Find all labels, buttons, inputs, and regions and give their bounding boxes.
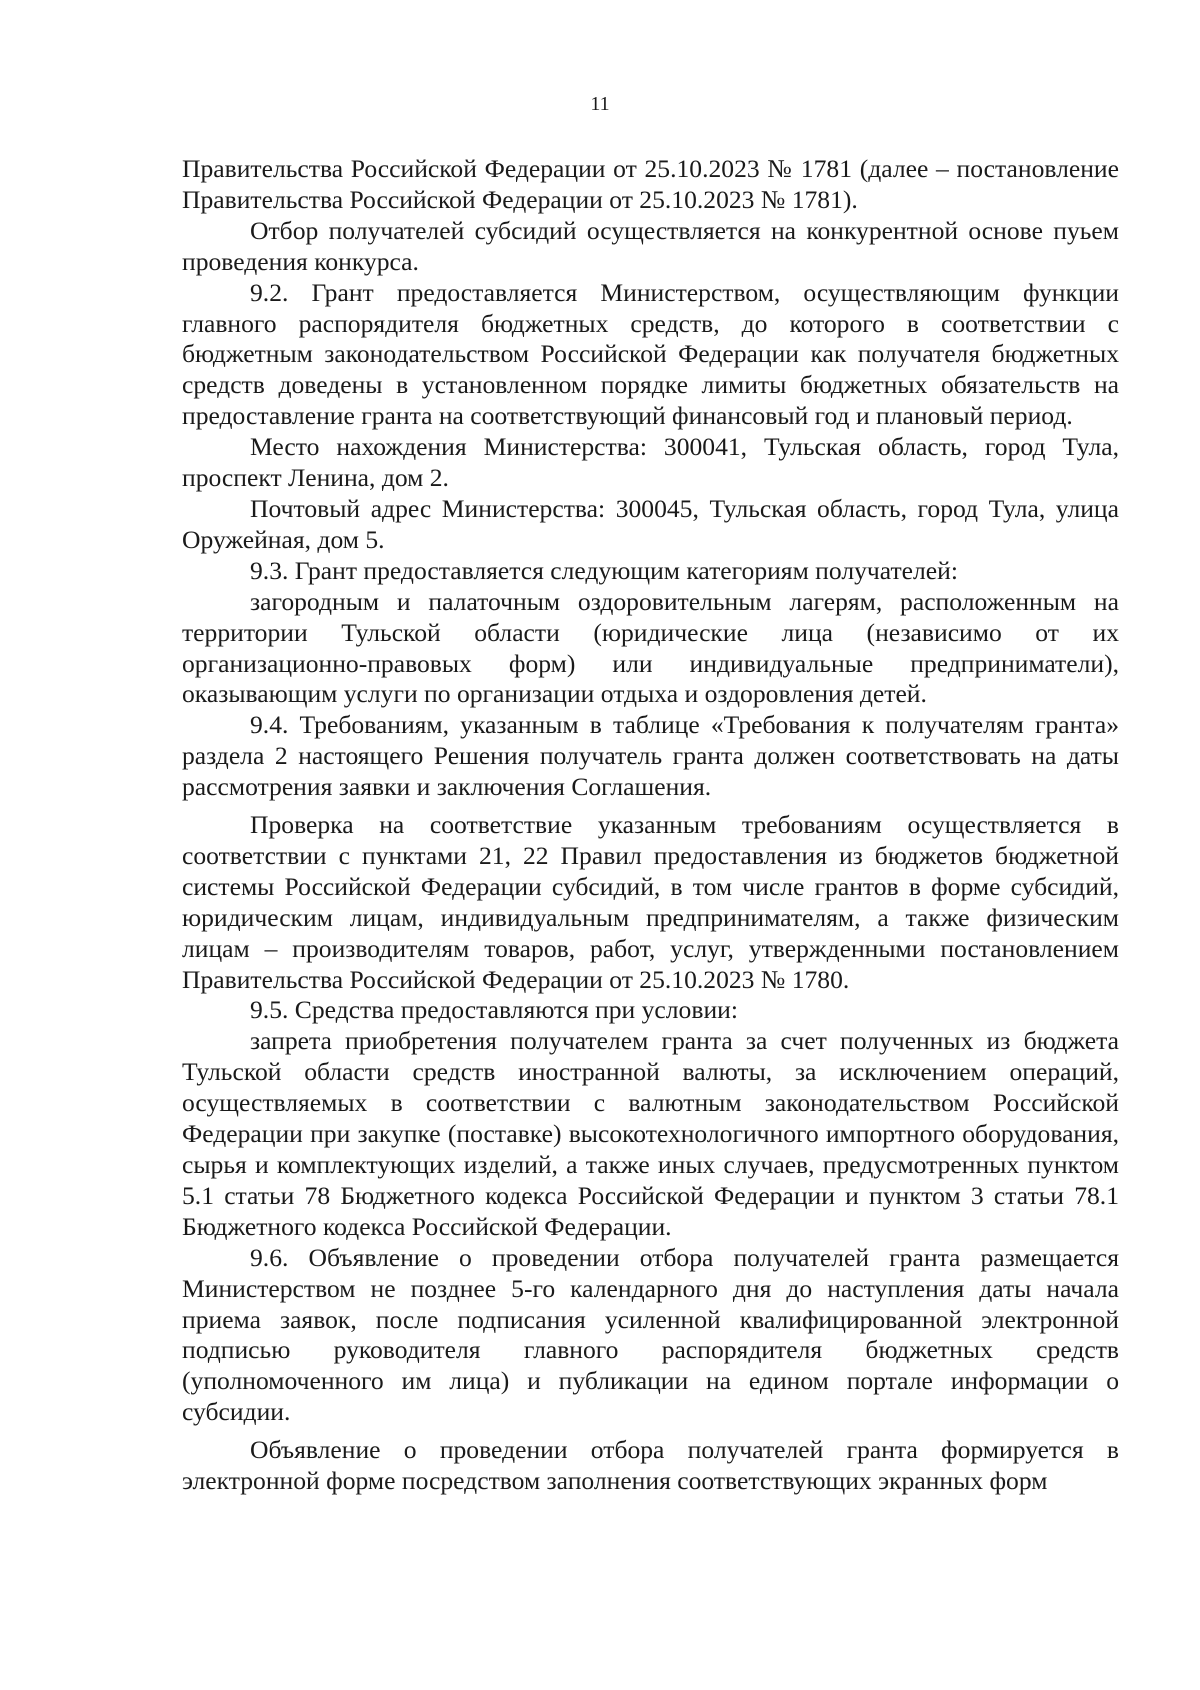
paragraph-selection-basis: Отбор получателей субсидий осуществляется на конкурентной основе пуьем проведения конкурса.	[182, 215, 1119, 276]
paragraph-9-2: 9.2. Грант предоставляется Министерством, осуществляющим функции главного распорядителя бюджетных средств, до которого в соответствии с бюджетным законодательством Российской Федерации как получателя бюджетных средств доведены в установленном порядке лимиты бюджетных обязательств на предоставление гранта на соответствующий финансовый год и плановый период.	[182, 277, 1119, 431]
paragraph-compliance-check: Проверка на соответствие указанным требованиям осуществляется в соответствии с пунктами 21, 22 Правил предоставления из бюджетов бюджетной системы Российской Федерации субсидий, в том числе грантов в форме субсидий, юридическим лицам, индивидуальным предпринимателям, а также физическим лицам – производителям товаров, работ, услуг, утвержденными постановлением Правительства Российской Федерации от 25.10.2023 № 1780.	[182, 810, 1119, 994]
page-number: 11	[590, 93, 610, 115]
paragraph-9-6: 9.6. Объявление о проведении отбора получателей гранта размещается Министерством не позднее 5-го календарного дня до наступления даты начала приема заявок, после подписания усиленной квалифицированной электронной подписью руководителя главного распорядителя бюджетных средств (уполномоченного им лица) и публикации на едином портале информации о субсидии.	[182, 1242, 1119, 1427]
paragraph-ministry-postal-address: Почтовый адрес Министерства: 300045, Тульская область, город Тула, улица Оружейная, дом 5.	[182, 493, 1119, 554]
paragraph-currency-prohibition: запрета приобретения получателем гранта за счет полученных из бюджета Тульской области средств иностранной валюты, за исключением операций, осуществляемых в соответствии с валютным законодательством Российской Федерации при закупке (поставке) высокотехнологичного импортного оборудования, сырья и комплектующих изделий, а также иных случаев, предусмотренных пунктом 5.1 статьи 78 Бюджетного кодекса Российской Федерации и пунктом 3 статьи 78.1 Бюджетного кодекса Российской Федерации.	[182, 1026, 1119, 1241]
paragraph-9-3: 9.3. Грант предоставляется следующим категориям получателей:	[250, 555, 958, 585]
paragraph-recipient-categories: загородным и палаточным оздоровительным лагерям, расположенным на территории Тульской области (юридические лица (независимо от их организационно-правовых форм) или индивидуальные предприниматели), оказывающим услуги по организации отдыха и оздоровления детей.	[182, 586, 1119, 709]
paragraph-intro-continuation: Правительства Российской Федерации от 25.10.2023 № 1781 (далее – постановление Правительства Российской Федерации от 25.10.2023 № 1781).	[182, 154, 1119, 214]
paragraph-ministry-location: Место нахождения Министерства: 300041, Тульская область, город Тула, проспект Ленина, дом 2.	[182, 432, 1119, 493]
paragraph-9-5: 9.5. Средства предоставляются при условии:	[250, 995, 738, 1025]
paragraph-9-4: 9.4. Требованиям, указанным в таблице «Требования к получателям гранта» раздела 2 настоящего Решения получатель гранта должен соответствовать на даты рассмотрения заявки и заключения Соглашения.	[182, 710, 1119, 802]
paragraph-announcement-form: Объявление о проведении отбора получателей гранта формируется в электронной форме посредством заполнения соответствующих экранных форм	[182, 1435, 1119, 1496]
document-body	[182, 154, 1119, 1497]
